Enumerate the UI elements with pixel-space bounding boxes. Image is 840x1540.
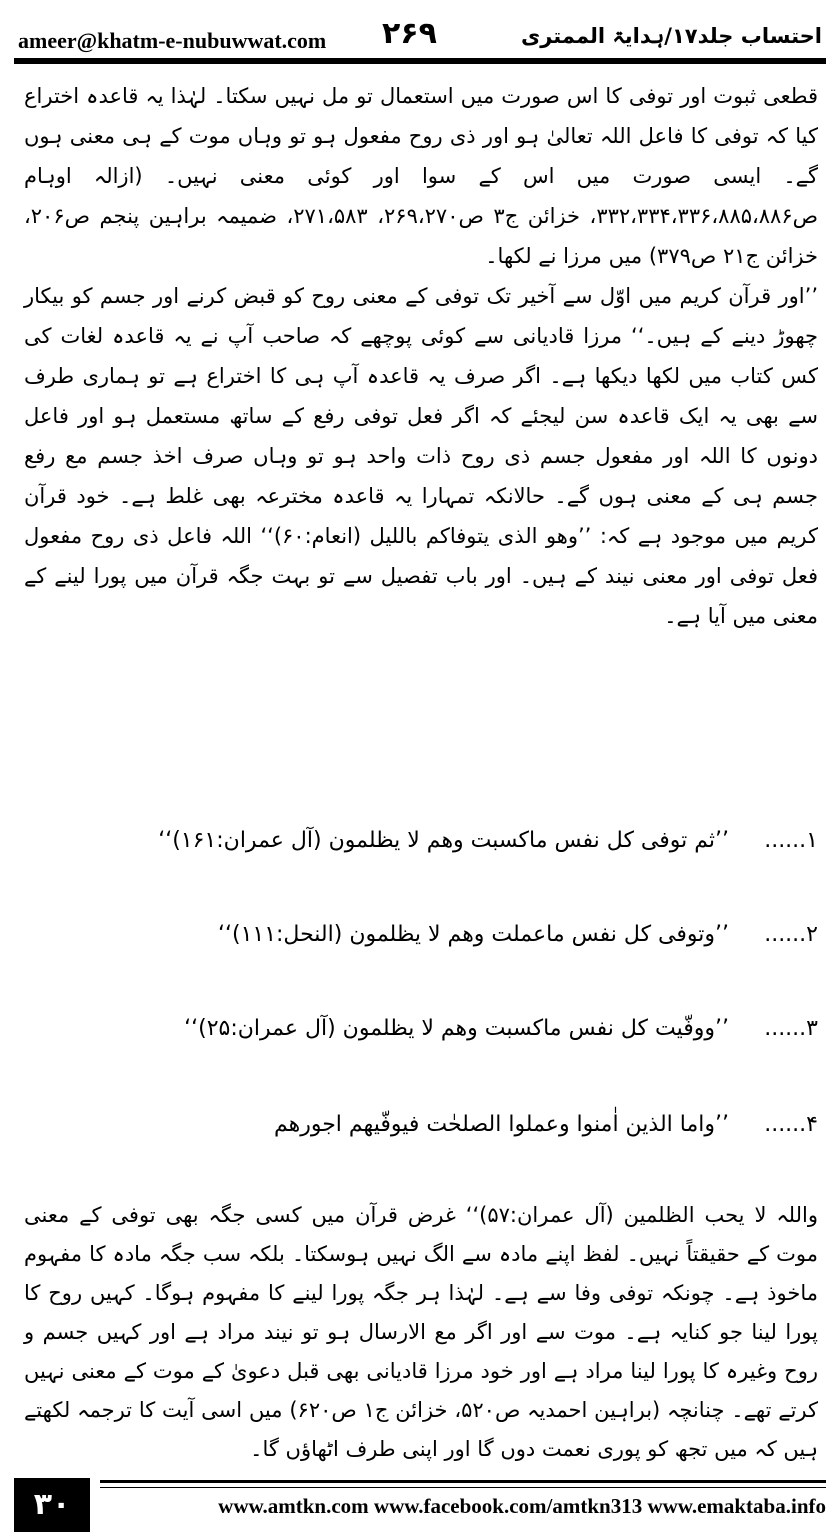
paragraph: قطعی ثبوت اور توفی کا اس صورت میں استعمال تو مل نہیں سکتا۔ لہٰذا یہ قاعدہ اختراع کیا کہ توفی کا فاعل اللہ تعالیٰ ہو اور ذی روح مفعول ہو تو وہاں موت کے ہی معنی ہوں گے۔ ایسی صورت میں اس کے سوا اور کوئی معنی نہیں۔ (ازالہ اوہام ص۳۳۲،۳۳۴،۳۳۶،۸۸۵،۸۸۶، خزائن ج۳ ص۲۶۹،۲۷۰، ۲۷۱،۵۸۳، ضمیمہ براہین پنجم ص۲۰۶، خزائن ج۲۱ ص۳۷۹) میں مرزا نے لکھا۔	[24, 84, 819, 268]
footer-rule-thin	[100, 1487, 826, 1488]
verse-item	[24, 1008, 818, 1050]
verse-text: ’’ثم توفی کل نفس ماکسبت وھم لا یظلمون (آل عمران:۱۶۱)‘‘	[158, 828, 729, 853]
footer-links[interactable]: www.amtkn.com www.facebook.com/amtkn313 www.emaktaba.info	[218, 1494, 826, 1518]
verse-text: ’’ووفّیت کل نفس ماکسبت وھم لا یظلمون (آل عمران:۲۵)‘‘	[184, 1016, 729, 1041]
paragraph: ’’اور قرآن کریم میں اوّل سے آخیر تک توفی کے معنی روح کو قبض کرنے اور جسم کو بیکار چھوڑ دینے کے ہیں۔‘‘ مرزا قادیانی سے کوئی پوچھے کہ صاحب آپ نے یہ قاعدہ لغات کی کس کتاب میں لکھا دیکھا ہے۔ اگر صرف یہ قاعدہ آپ ہی کا اختراع ہے تو ہماری طرف سے بھی یہ ایک قاعدہ سن لیجئے کہ اگر فعل توفی رفع کے ساتھ مستعمل ہو اور فاعل دونوں کا اللہ اور مفعول جسم ذی روح ذات واحد ہو تو وہاں صرف اخذ جسم مع رفع جسم ہی کے معنی ہوں گے۔ حالانکہ تمہارا یہ قاعدہ مخترعہ بھی غلط ہے۔ خود قرآن کریم میں موجود ہے کہ: ’’وھو الذی یتوفاکم باللیل (انعام:۶۰)‘‘ اللہ فاعل ذی روح مفعول فعل توفی اور معنی نیند کے ہیں۔ اور باب تفصیل سے تو بہت جگہ قرآن میں پورا لینے کے معنی میں آیا ہے۔	[24, 284, 818, 628]
verse-item	[24, 1104, 818, 1146]
paragraph: واللہ لا یحب الظلمین (آل عمران:۵۷)‘‘ غرض قرآن میں کسی جگہ بھی توفی کے معنی موت کے حقیقتاً نہیں۔ لفظ اپنے مادہ سے الگ نہیں ہوسکتا۔ بلکہ سب جگہ مادہ کا مفہوم ماخوذ ہے۔ چونکہ توفی وفا سے ہے۔ لہٰذا ہر جگہ پورا لینے کا مفہوم ہوگا۔ کہیں روح کا پورا لینا جو کنایہ ہے۔ موت سے اور اگر مع الارسال ہو تو نیند مراد ہے اور کہیں جسم و روح وغیرہ کا پورا لینا مراد ہے اور خود مرزا قادیانی بھی قبل دعویٰ کے موت کے معنی نہیں کرتے تھے۔ چنانچہ (براہین احمدیہ ص۵۲۰، خزائن ج۱ ص۶۲۰) میں اسی آیت کا ترجمہ لکھتے ہیں کہ میں تجھ کو پوری نعمت دوں گا اور اپنی طرف اٹھاؤں گا۔	[24, 1203, 818, 1461]
closing-text	[24, 1196, 818, 1469]
sheet-number-box: ۳۰	[14, 1478, 90, 1532]
page-number: ۲۶۹	[382, 16, 437, 51]
page-header	[14, 10, 826, 58]
verse-number: ۱......	[764, 828, 818, 853]
verse-item	[24, 914, 818, 956]
verse-number: ۳......	[764, 1016, 818, 1041]
book-title: احتساب جلد۱۷/ہدایۃ الممتری	[521, 24, 822, 48]
header-rule	[14, 58, 826, 64]
verse-item	[24, 820, 818, 862]
main-text	[24, 76, 818, 636]
verse-text: ’’واما الذین اٰمنوا وعملوا الصلحٰت فیوفّیھم اجورھم	[273, 1112, 729, 1137]
verse-number: ۲......	[764, 922, 818, 947]
footer-rule	[100, 1480, 826, 1483]
header-email: ameer@khatm-e-nubuwwat.com	[18, 28, 327, 53]
verse-text: ’’وتوفی کل نفس ماعملت وھم لا یظلمون (النحل:۱۱۱)‘‘	[217, 922, 729, 947]
verse-number: ۴......	[764, 1112, 818, 1137]
